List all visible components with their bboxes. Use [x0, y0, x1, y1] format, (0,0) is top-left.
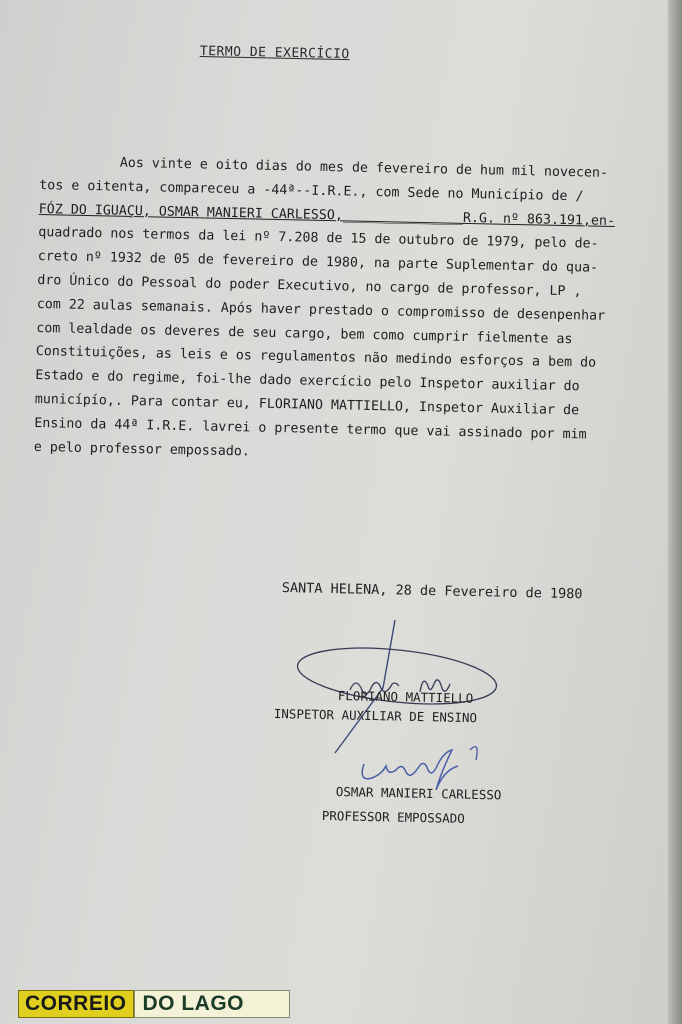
body-line: Ensino da 44ª I.R.E. lavrei o presente termo que vai assinado por mim: [34, 415, 587, 443]
body-line: e pelo professor empossado.: [33, 439, 251, 460]
body-line: com lealdade os deveres de seu cargo, bem como cumprir fielmente as: [36, 320, 573, 347]
signatory-1-role: INSPETOR AUXILIAR DE ENSINO: [273, 706, 478, 726]
body-line: Constituições, as leis e os regulamentos não medindo esforços a bem do: [35, 344, 597, 372]
body-line: creto nº 1932 de 05 de fevereiro de 1980, na parte Suplementar do qua-: [37, 249, 599, 276]
document-title: TERMO DE EXERCÍCIO: [199, 44, 350, 63]
body-line: com 22 aulas semanais. Após haver prestado o compromisso de desenpenhar: [36, 296, 606, 324]
correio-do-lago-logo: [18, 990, 290, 1018]
place-and-date: SANTA HELENA, 28 de Fevereiro de 1980: [281, 580, 583, 603]
logo-right-text: DO LAGO: [134, 990, 290, 1018]
inspector-signature: [295, 618, 515, 758]
body-line: Aos vinte e oito dias do mes de fevereiro de hum mil novecen-: [39, 153, 609, 181]
body-line: dro Único do Pessoal do poder Executivo, no cargo de professor, LP ,: [37, 272, 582, 300]
body-line: tos e oitenta, compareceu a -44ª--I.R.E., com Sede no Município de /: [39, 177, 584, 205]
signatory-2-name: OSMAR MANIERI CARLESSO: [335, 784, 502, 803]
body-line: quadrado nos termos da lei nº 7.208 de 15 de outubro de 1979, pelo de-: [38, 225, 599, 253]
signatory-1-name: FLORIANO MATTIELLO: [337, 688, 474, 706]
document-body: [34, 150, 670, 472]
paper-edge: [668, 0, 682, 1024]
body-line: Estado e do regime, foi-lhe dado exercício pelo Inspetor auxiliar do: [35, 368, 580, 395]
body-line: municípío,. Para contar eu, FLORIANO MATTIELLO, Inspetor Auxiliar de: [34, 391, 580, 419]
logo-left-text: CORREIO: [18, 990, 134, 1018]
body-line: FÓZ DO IGUAÇU, OSMAR MANIERI CARLESSO,_______________R.G. nº 863.191,en-: [38, 201, 616, 229]
signatory-2-role: PROFESSOR EMPOSSADO: [321, 808, 465, 826]
